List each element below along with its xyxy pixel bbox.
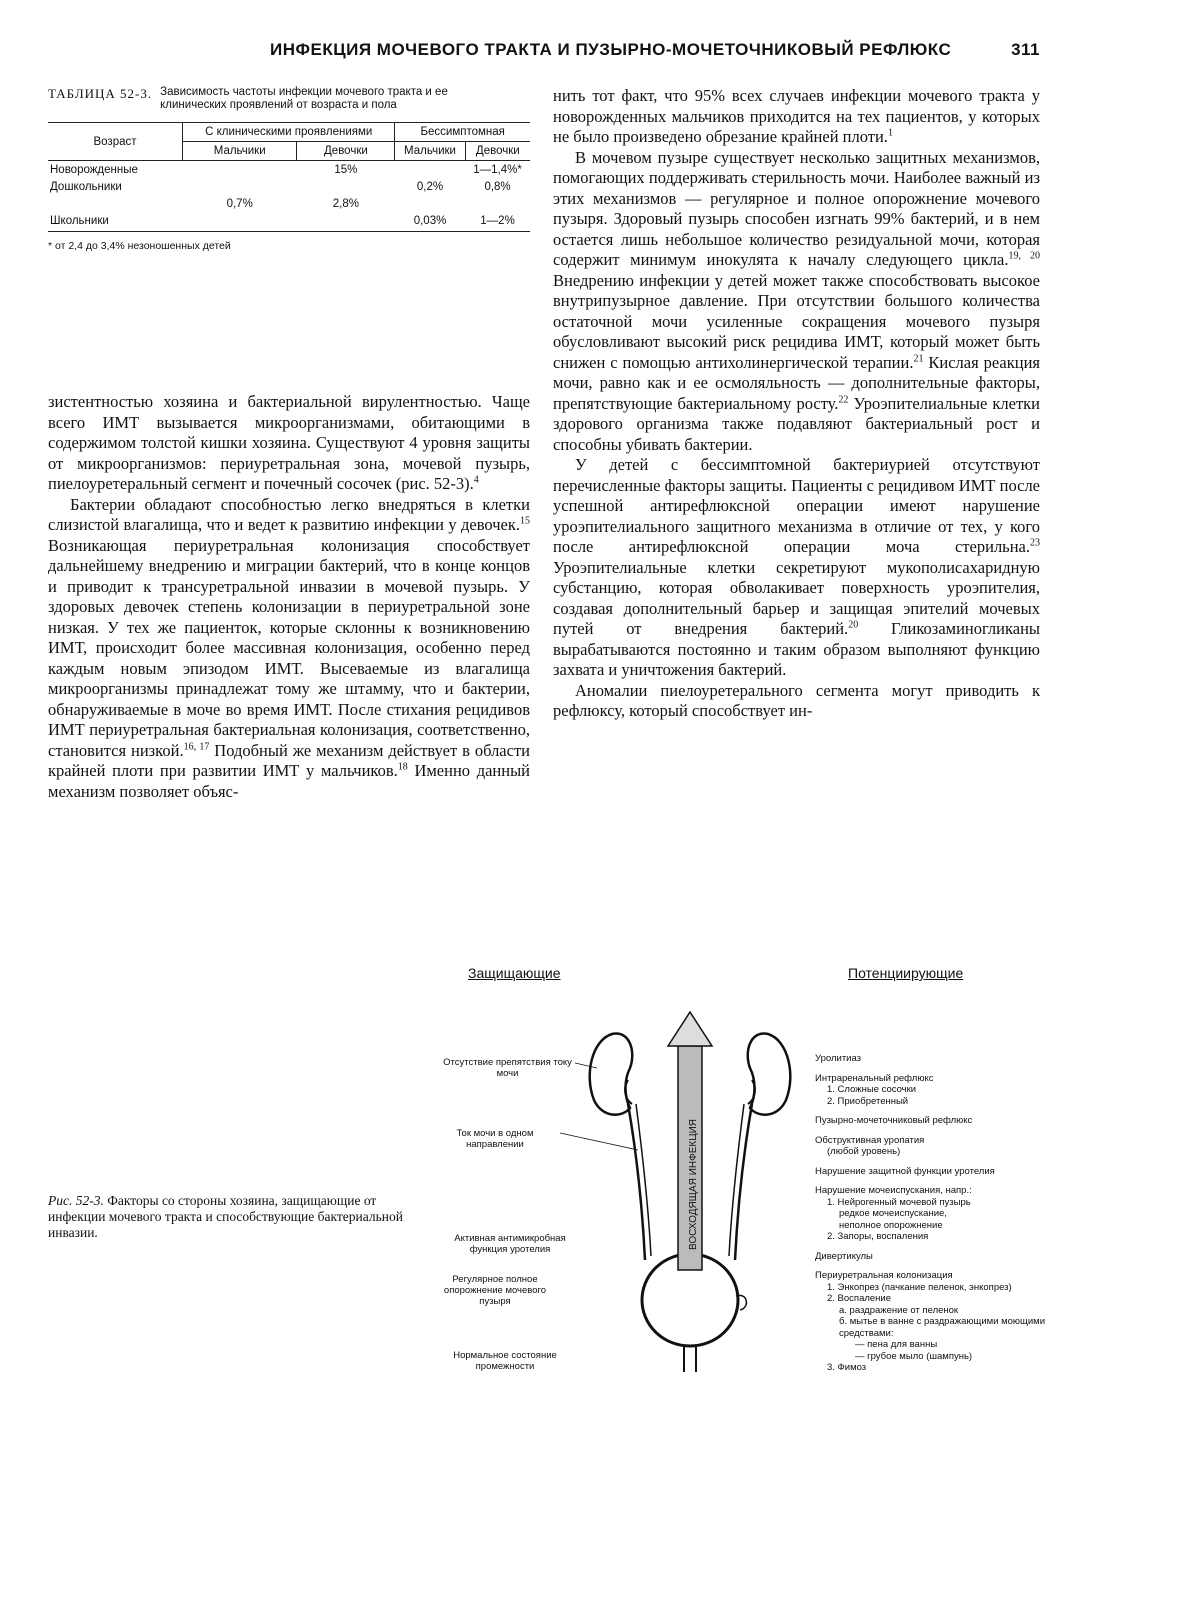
cell: 0,03% [413,214,447,227]
label-no-obstruction: Отсутствие препятствия току мочи [443,1057,572,1079]
citation-ref: 22 [838,394,849,405]
right-ureter [735,1104,752,1260]
paragraph-text: Уроэпителиальные клетки здорового организма также подавляют бактериальный рост и способны убивать бактерии. [553,393,1041,454]
label-antimicrobial-urothelium: Активная антимикробная функция уротелия [454,1233,566,1255]
list-subitem: 2. Приобретенный [827,1095,909,1107]
paragraph-text: зистентностью хозяина и бактериальной вирулентностью. Чаще всего ИМТ вызывается микроорганизмами, обитающими в содержимом толстой кишки хозяина. Существуют 4 уровня защиты от микроорганизмов: периуретральная зона, мочевой пузырь, пиелоуретеральный сегмент и почечный сосочек (рис. 52-3). [48,392,530,493]
cell: 1—1,4%* [473,163,522,176]
cell: 15% [334,163,358,176]
cell-age: Дошкольники [50,180,122,193]
list-subitem: — пена для ванны [855,1339,938,1350]
list-subitem: 1. Нейрогенный мочевой пузырь [827,1196,971,1208]
heading-protective: Защищающие [468,965,561,981]
col-clin-boys: Мальчики [183,142,297,161]
list-item-title: Пузырно-мочеточниковый рефлюкс [815,1115,973,1126]
running-head-title: ИНФЕКЦИЯ МОЧЕВОГО ТРАКТА И ПУЗЫРНО-МОЧЕТОЧНИКОВЫЙ РЕФЛЮКС [270,40,952,59]
cell: 0,7% [226,197,253,210]
list-subitem: (любой уровень) [827,1146,901,1157]
label-regular-voiding: Регулярное полное опорожнение мочевого пузыря [443,1274,547,1307]
heading-potentiating: Потенциирующие [848,965,964,981]
col-clin-girls: Девочки [297,142,395,161]
paragraph-text: Аномалии пиелоуретерального сегмента могут приводить к рефлюксу, который способствует ин- [553,680,1040,720]
right-kidney-shape [748,1034,791,1115]
col-asym-girls: Девочки [465,142,530,161]
urethra [684,1346,696,1372]
left-kidney-shape [590,1034,633,1115]
list-subitem: 2. Запоры, воспаления [827,1231,929,1242]
col-asym-boys: Мальчики [395,142,465,161]
arrow-head [668,1012,712,1046]
citation-ref: 18 [397,761,408,773]
citation-ref: 4 [473,474,479,486]
list-item-title: Уролитиаз [815,1053,862,1064]
paragraph-text: Уроэпителиальные клетки секретируют мукополисахаридную субстанцию, которая обволакивает поверхность уроэпителия, создавая дополнительный барьер и защищая эпителий мочевых путей от внедрения бактерий. [553,557,1040,638]
paragraph-text: Внедрению инфекции у детей может также способствовать высокое внутрипузырное давление. При отсутствии большого количества остаточной мочи усиленные сокращения мочевого пузыря обусловливают высокий риск рецидива ИМТ, который может быть снижен с помощью антихолинергической терапии. [553,270,1040,372]
list-subitem: — грубое мыло (шампунь) [855,1350,973,1362]
list-item-title: Дивертикулы [815,1250,873,1262]
list-subitem: а. раздражение от пеленок [839,1304,959,1316]
table-caption-text: Зависимость частоты инфекции мочевого тракта и ее клинических проявлений от возраста и пола [160,86,448,111]
paragraph-text: Подобный же механизм действует в области крайней плоти при развитии ИМТ у мальчиков. [48,740,530,780]
paragraph-text: Бактерии обладают способностью легко внедряться в клетки слизистой влагалища, что и ведет к развитию инфекции у девочек. [48,494,530,534]
cell: 2,8% [332,197,359,210]
list-subitem: б. мытье в ванне с раздражающими моющими средствами: [839,1316,1045,1339]
citation-ref: 20 [848,619,859,631]
col-group-asymptomatic: Бессимптомная [395,123,530,142]
citation-ref: 21 [913,353,924,364]
table-label: ТАБЛИЦА 52-3. [48,86,153,101]
list-subitem: редкое мочеиспускание, [839,1208,947,1219]
page-number: 311 [1011,40,1040,59]
paragraph-text: Кислая реакция мочи, равно как и ее осмоляльность — дополнительные факторы, препятствующие бактериальному росту. [553,352,1040,413]
figure-caption-text: Факторы со стороны хозяина, защищающие от инфекции мочевого тракта и способствующие бактериальной инвазии. [48,1193,403,1240]
list-subitem: 3. Фимоз [827,1362,867,1373]
list-item-title: Нарушение защитной функции уротелия [815,1165,995,1177]
cell-age: Новорожденные [50,163,138,176]
pointer-line [560,1133,638,1150]
citation-ref: 15 [520,515,530,527]
citation-ref: 1 [887,127,893,139]
list-subitem: неполное опорожнение [839,1219,943,1231]
cell: 0,2% [416,180,444,193]
label-one-way-flow: Ток мочи в одном направлении [456,1128,534,1150]
list-subitem: 2. Воспаление [827,1293,892,1304]
list-subitem: 1. Сложные сосочки [827,1084,917,1095]
paragraph-text: нить тот факт, что 95% всех случаев инфекции мочевого тракта у новорожденных мальчиков приходится на тех пациентов, у которых не было произведено обрезание крайней плоти. [553,86,1040,146]
paragraph-text: Именно данный механизм позволяет объяс- [48,761,530,801]
citation-ref: 19, 20 [1008,250,1040,262]
paragraph-text: В мочевом пузыре существует несколько защитных механизмов, помогающих поддерживать стерильность мочи. Наиболее важный из этих механизмов — регулярное и полное опорожнение мочевого пузыря. Здоровый пузырь способен изгнать 99% бактерий, и в нем остается лишь небольшое количество резидуальной мочи, которая содержит минимум инокулята к началу следующего цикла. [553,147,1040,269]
paragraph-text: У детей с бессимптомной бактериурией отсутствуют перечисленные факторы защиты. Пациенты с рецидивом ИМТ после успешной антирефлюксной операции имеют нарушение уроэпителиального защитного механизма в отличие от тех, у кого после антирефлюксной операции моча стерильна. [553,455,1040,556]
citation-ref: 23 [1030,537,1040,549]
col-group-clinical: С клиническими проявлениями [183,123,395,142]
list-item-title: Интраренальный рефлюкс [815,1072,934,1084]
list-item-title: Периуретральная колонизация [815,1270,953,1281]
list-item-title: Нарушение мочеиспускания, напр.: [815,1185,972,1196]
cell: 0,8% [484,180,511,193]
figure-caption-label: Рис. 52-3. [48,1193,104,1208]
cell: 1—2% [480,214,515,227]
citation-ref: 16, 17 [183,741,210,752]
left-ureter [628,1104,645,1260]
table-footnote: * от 2,4 до 3,4% незоношенных детей [48,240,231,252]
list-item-title: Обструктивная уропатия [815,1134,925,1146]
paragraph-text: Гликозаминогликаны вырабатываются постоянно и таким образом выполняют функцию захвата и уничтожения бактерий. [553,619,1040,679]
paragraph-text: Возникающая периуретральная колонизация способствует дальнейшему внедрению и миграции бактерий, что в конце концов и приводит к трансуретральной инвазии в мочевой пузырь. У здоровых девочек степень колонизации в периуретральной зоне низкая. У тех же пациенток, которые склонны к возникновению ИМТ, происходит более массивная колонизация, особенно перед каждым новым эпизодом ИМТ. Высеваемые из влагалища микроорганизмы принадлежат тому же штамму, что и бактерии, обнаруживаемые в моче во время ИМТ. После стихания рецидивов ИМТ периуретральная бактериальная колонизация, соответственно, становится низкой. [48,535,530,760]
cell-age: Школьники [50,214,109,227]
arrow-label: ВОСХОДЯЩАЯ ИНФЕКЦИЯ [688,1118,699,1250]
col-age-header: Возраст [48,123,183,161]
list-subitem: 1. Энкопрез (пачкание пеленок, энкопрез) [827,1281,1012,1293]
label-normal-perineum: Нормальное состояние промежности [453,1350,557,1372]
